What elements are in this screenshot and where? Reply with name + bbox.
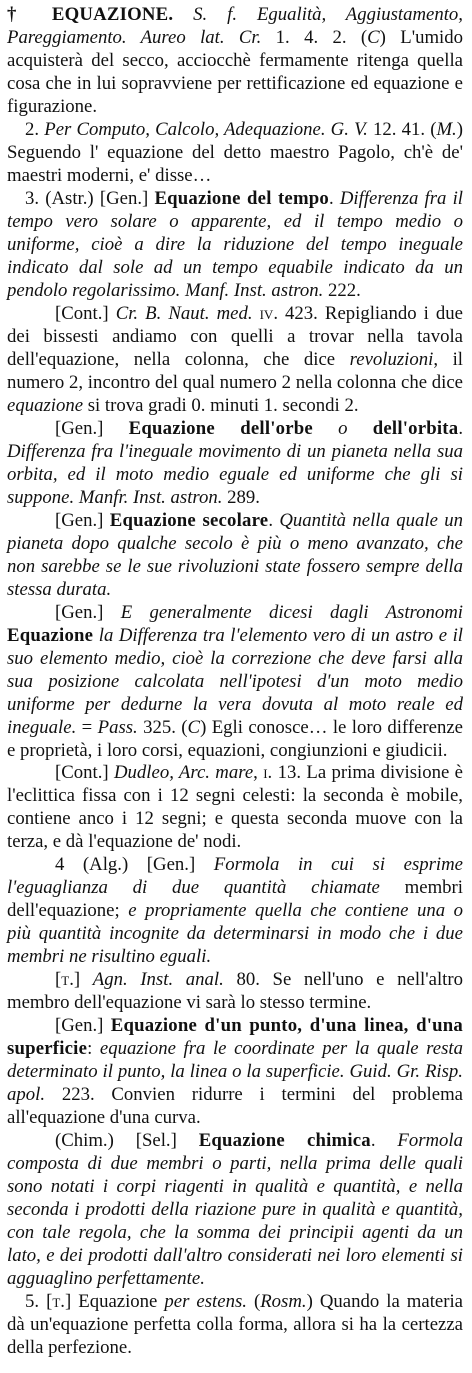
entry-equazione-secolare: [Gen.] Equazione secolare. Quantità nella quale un pianeta dopo qualche secolo è più o meno avanzato, che non sarebbe se le sue rivoluzioni state fossero sempre della stessa durata. [7,509,463,600]
entry-cont-cr-b-naut: [Cont.] Cr. B. Naut. med. iv. 423. Repigliando i due dei bissesti andiamo con quelli a trovar nella tavola dell'equazione, nella colonna, che dice revoluzioni, il numero 2, incontro del qual numero 2 nella colonna che dice equazione si trova gradi 0. minuti 1. secondi 2. [7,302,463,416]
entry-sense-4-algebra: 4 (Alg.) [Gen.] Formola in cui si esprime l'eguaglianza di due quantità chiamate membri dell'equazione; e propriamente quella che contiene una o più quantità incognite da determinarsi in modo che i due membri ne risultino eguali. [7,854,464,968]
entry-cont-dudleo: [Cont.] Dudleo, Arc. mare, i. 13. La prima divisione è l'eclittica fissa con i 12 segni celesti: la seconda è mobile, contiene anco i 12 segni; e questa seconda muove con la terza, e dà l'equazione de' nodi. [7,762,463,853]
entry-equazione-chimica: (Chim.) [Sel.] Equazione chimica. Formola composta di due membri o parti, nella prima delle quali sono notati i corpi riagenti in qualità e quantità, e nella seconda i prodotti della riazione pure in qualità e quantità, con tale regola, che la somma dei principii agenti da un lato, e dei prodotti dall'altro considerati nei loro elementi si agguaglino perfettamente. [7,1130,464,1290]
entry-sense-2: 2. Per Computo, Calcolo, Adequazione. G. V. 12. 41. (M.) Seguendo l' equazione del detto maestro Pagolo, ch'è de' maestri moderni, e' disse… [7,118,463,186]
entry-equazione-dell-orbe: [Gen.] Equazione dell'orbe o dell'orbita. Differenza fra l'ineguale movimento di un pianeta nella sua orbita, ed il moto medio eguale ed uniforme che gli si suppone. Manfr. Inst. astron. 289. [7,417,463,508]
entry-equazione-astronomi: [Gen.] E generalmente dicesi dagli Astronomi Equazione la Differenza tra l'elemento vero di un astro e il suo elemento medio, cioè la correzione che deve farsi alla sua posizione calcolata nell'ipotesi d'un moto medio uniforme per dedurne la vera dovuta al moto reale ed ineguale. = Pass. 325. (C) Egli conosce… le loro differenze e proprietà, i loro corsi, equazioni, congiunzioni e giudicii. [7,601,464,761]
entry-equazione-punto-linea: [Gen.] Equazione d'un punto, d'una linea, d'una superficie: equazione fra le coordinate per la quale resta determinato il punto, la linea o la superficie. Guid. Gr. Risp. apol. 223. Convien ridurre i termini del problema all'equazione d'una curva. [7,1015,463,1129]
entry-headword-equazione: † EQUAZIONE. S. f. Egualità, Aggiustamento, Pareggiamento. Aureo lat. Cr. 1. 4. 2. (C) L'umido acquisterà del secco, acciocchè fermamente ritenga quella cosa che in lui sopravviene per rettificazione ed equazione e figurazione. [7,4,464,117]
entry-sense-5: 5. [t.] Equazione per estens. (Rosm.) Quando la materia dà un'equazione perfetta colla forma, allora si ha la certezza della perfezione. [7,1291,463,1359]
entry-agn-inst-anal: [t.] Agn. Inst. anal. 80. Se nell'uno e nell'altro membro dell'equazione vi sarà lo stesso termine. [7,969,463,1014]
entry-sense-3-equazione-del-tempo: 3. (Astr.) [Gen.] Equazione del tempo. Differenza fra il tempo vero solare o apparente, ed il tempo medio o uniforme, cioè a dire la riduzione del tempo ineguale indicato dal sole ad un tempo equabile indicato da un pendolo regolarissimo. Manf. Inst. astron. 222. [7,187,463,301]
